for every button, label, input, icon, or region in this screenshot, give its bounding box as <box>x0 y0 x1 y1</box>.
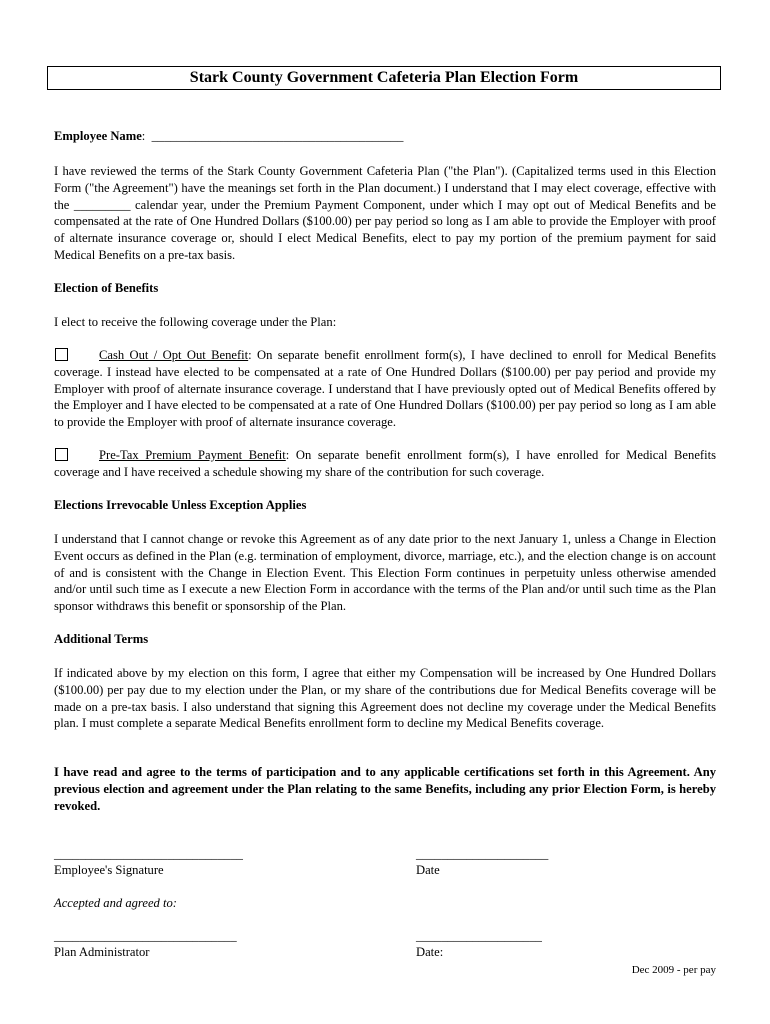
admin-signature-line[interactable]: _____________________________ <box>54 929 237 943</box>
footer-note: Dec 2009 - per pay <box>631 964 716 976</box>
election-heading: Election of Benefits <box>54 281 159 295</box>
employee-name-blank[interactable]: ________________________________________ <box>151 129 404 143</box>
pre-tax-title: Pre-Tax Premium Payment Benefit <box>99 448 286 462</box>
employee-signature-label: Employee's Signature <box>54 863 164 877</box>
accepted-label: Accepted and agreed to: <box>54 896 177 910</box>
cash-out-checkbox[interactable] <box>55 348 68 361</box>
date-line-1[interactable]: _____________________ <box>416 847 549 861</box>
admin-signature-label: Plan Administrator <box>54 945 150 959</box>
intro-text-2: calendar year, under the Premium Payment Component, under which I may opt out of Medical Benefits and be compensated at the rate of One Hundred Dollars ($100.00) per pay period so long as I am able to provide the Employer with proof of alternate insurance coverage or, should I elect Medical Benefits, elect to pay my portion of the premium payment for said Medical Benefits on a pre-tax basis. <box>54 197 716 262</box>
employee-name-row <box>54 128 716 145</box>
employee-name-label: Employee Name <box>54 129 142 143</box>
cash-out-text: : On separate benefit enrollment form(s), I have declined to enroll for Medical Benefits coverage. I instead have elected to be compensated at a rate of One Hundred Dollars ($100.00) per pay period and provide my Employer with proof of alternate insurance coverage. I understand that I have previously opted out of Medical Benefits offered by the Employer and I have elected to be compensated at a rate of One Hundred Dollars ($100.00) per pay period so long as I am able to provide the Employer with proof of alternate insurance coverage. <box>54 348 716 430</box>
employee-name-colon: : <box>141 129 146 143</box>
cash-out-title: Cash Out / Opt Out Benefit <box>99 348 249 362</box>
irrevocable-paragraph: I understand that I cannot change or revoke this Agreement as of any date prior to the next January 1, unless a Change in Election Event occurs as defined in the Plan (e.g. termination of employment, divorce, marriage, etc.), and the election change is on account of and is consistent with the Change in Election Event. This Election Form continues in perpetuity unless otherwise amended and/or until such time as I execute a new Election Form in accordance with the terms of the Plan and/or until such time as the Plan sponsor withdraws this benefit or sponsorship of the Plan. <box>54 532 716 614</box>
employee-signature-line[interactable]: ______________________________ <box>54 847 243 861</box>
agreement-statement: I have read and agree to the terms of participation and to any applicable certifications set forth in this Agreement. Any previous election and agreement under the Plan relating to the same Benefits, including any prior Election Form, is hereby revoked. <box>54 765 716 813</box>
additional-terms-paragraph: If indicated above by my election on this form, I agree that either my Compensation will be increased by One Hundred Dollars ($100.00) per pay due to my election under the Plan, or my share of the contributions due for Medical Benefits coverage will be made on a pre-tax basis. I also understand that signing this Agreement does not decline my coverage under the Medical Benefits plan. I must complete a separate Medical Benefits enrollment form to decline my Medical Benefits coverage. <box>54 666 716 731</box>
election-lead: I elect to receive the following coverage under the Plan: <box>54 315 337 329</box>
effective-year-blank[interactable]: _________ <box>73 197 131 212</box>
pre-tax-checkbox[interactable] <box>55 448 68 461</box>
date-label-2: Date: <box>416 945 444 959</box>
pre-tax-text: : On separate benefit enrollment form(s), I have enrolled for Medical Benefits coverage and I have received a schedule showing my share of the contribution for such coverage. <box>54 448 716 479</box>
date-line-2[interactable]: ____________________ <box>416 929 542 943</box>
option-pre-tax <box>54 447 716 481</box>
intro-text-1: I have reviewed the terms of the Stark County Government Cafeteria Plan ("the Plan"). (Capitalized terms used in this Election Form ("the Agreement") have the meanings set forth in the Plan document.) I understand that I may elect coverage, effective with the <box>54 164 716 212</box>
form-title: Stark County Government Cafeteria Plan Election Form <box>47 66 721 90</box>
additional-terms-heading: Additional Terms <box>54 632 149 646</box>
date-label-1: Date <box>416 863 440 877</box>
irrevocable-heading: Elections Irrevocable Unless Exception Applies <box>54 498 307 512</box>
intro-paragraph <box>54 163 716 264</box>
option-cash-out <box>54 347 716 431</box>
